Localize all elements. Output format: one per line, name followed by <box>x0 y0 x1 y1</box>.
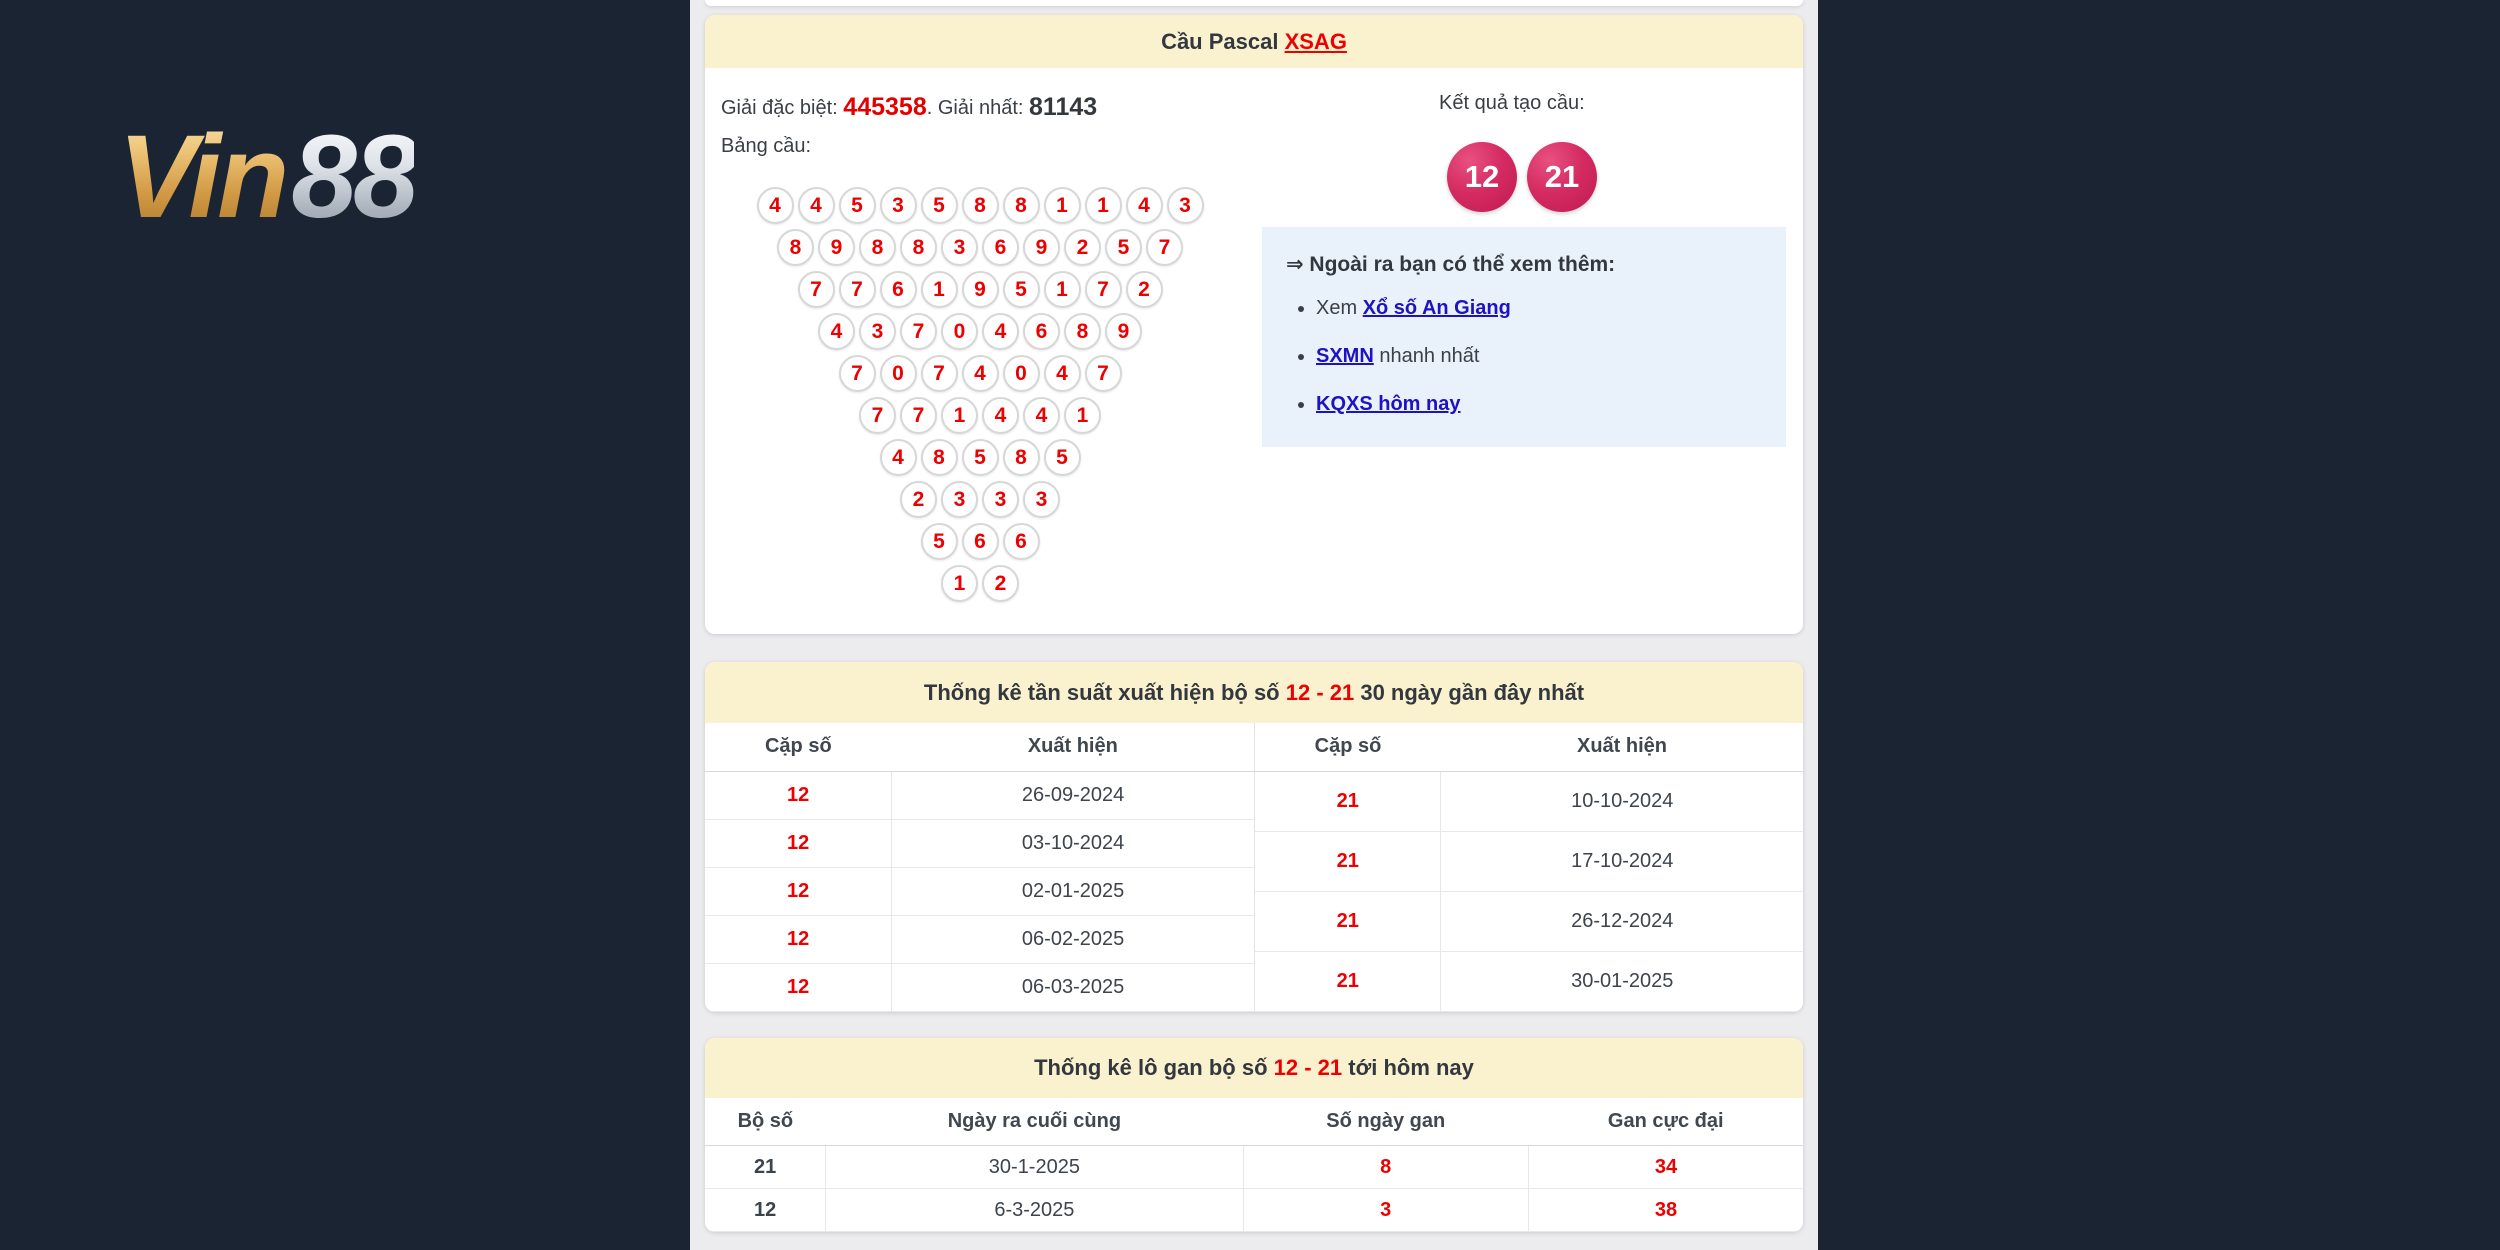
triangle-number: 7 <box>1085 271 1122 308</box>
triangle-number: 3 <box>941 481 978 518</box>
table-row <box>705 819 1254 867</box>
gan-days: 3 <box>1243 1189 1528 1232</box>
result-balls <box>1447 142 1597 212</box>
appearance-date: 30-01-2025 <box>1441 951 1803 1011</box>
triangle-number: 7 <box>1146 229 1183 266</box>
table-row <box>705 867 1254 915</box>
see-more-box <box>1262 227 1786 447</box>
table-header-row <box>705 723 1254 771</box>
triangle-number: 8 <box>900 229 937 266</box>
pair-value: 21 <box>1255 831 1441 891</box>
triangle-number: 6 <box>962 523 999 560</box>
triangle-number: 0 <box>941 313 978 350</box>
pair-value: 12 <box>705 771 892 819</box>
triangle-number: 6 <box>1023 313 1060 350</box>
table-row <box>705 1189 1803 1232</box>
pair-value: 12 <box>705 867 892 915</box>
table-row <box>1255 951 1804 1011</box>
appearance-date: 02-01-2025 <box>892 867 1254 915</box>
vin88-logo <box>118 111 415 243</box>
see-more-item <box>1316 345 1762 368</box>
logo-text-vin: Vin <box>118 111 291 243</box>
see-more-item <box>1316 297 1762 320</box>
first-prize-value: 81143 <box>1029 93 1098 121</box>
triangle-number: 0 <box>1003 355 1040 392</box>
appearance-date: 06-03-2025 <box>892 963 1254 1011</box>
xsag-link[interactable]: XSAG <box>1284 29 1347 54</box>
triangle-number: 5 <box>1044 439 1081 476</box>
triangle-number: 9 <box>1105 313 1142 350</box>
triangle-row <box>705 229 1255 266</box>
triangle-number: 7 <box>859 397 896 434</box>
triangle-number: 0 <box>880 355 917 392</box>
triangle-row <box>705 271 1255 308</box>
pair-value: 21 <box>1255 891 1441 951</box>
triangle-number: 1 <box>941 397 978 434</box>
triangle-number: 5 <box>921 187 958 224</box>
triangle-number: 3 <box>1023 481 1060 518</box>
triangle-number: 5 <box>962 439 999 476</box>
appearance-date: 10-10-2024 <box>1441 771 1803 831</box>
pair-value: 21 <box>1255 771 1441 831</box>
prize-line <box>721 94 1097 121</box>
pascal-triangle <box>705 187 1255 607</box>
triangle-number: 7 <box>900 397 937 434</box>
triangle-number: 4 <box>982 397 1019 434</box>
appearance-date: 26-09-2024 <box>892 771 1254 819</box>
result-label: Kết quả tạo cầu: <box>1439 92 1585 114</box>
set-value: 21 <box>705 1146 826 1189</box>
result-ball-12: 12 <box>1447 142 1517 212</box>
table-row <box>705 915 1254 963</box>
last-date-column-header: Ngày ra cuối cùng <box>826 1098 1243 1146</box>
gan-days: 8 <box>1243 1146 1528 1189</box>
frequency-title-prefix: Thống kê tần suất xuất hiện bộ số <box>923 680 1286 705</box>
table-row <box>705 771 1254 819</box>
frequency-tables <box>705 723 1803 1012</box>
see-more-item-prefix: Xem <box>1316 297 1363 319</box>
appearance-column-header: Xuất hiện <box>892 723 1254 771</box>
content-column <box>690 0 1818 1250</box>
pair-column-header: Cặp số <box>1255 723 1441 771</box>
triangle-row <box>705 313 1255 350</box>
see-more-item <box>1316 393 1762 416</box>
triangle-number: 9 <box>1023 229 1060 266</box>
triangle-number: 5 <box>921 523 958 560</box>
see-more-list <box>1316 297 1762 416</box>
max-gan-column-header: Gan cực đại <box>1528 1098 1803 1146</box>
triangle-number: 4 <box>818 313 855 350</box>
special-prize-value: 445358 <box>843 93 927 121</box>
set-column-header: Bộ số <box>705 1098 826 1146</box>
triangle-number: 7 <box>798 271 835 308</box>
triangle-number: 6 <box>1003 523 1040 560</box>
max-gan: 38 <box>1528 1189 1803 1232</box>
pascal-panel-title <box>705 15 1803 68</box>
triangle-number: 1 <box>921 271 958 308</box>
pair-column-header: Cặp số <box>705 723 892 771</box>
triangle-number: 8 <box>921 439 958 476</box>
frequency-title-pair: 12 - 21 <box>1285 680 1355 705</box>
triangle-number: 1 <box>1064 397 1101 434</box>
gan-title-pair: 12 - 21 <box>1273 1054 1343 1080</box>
triangle-number: 4 <box>1044 355 1081 392</box>
triangle-number: 8 <box>1003 439 1040 476</box>
triangle-row <box>705 481 1255 518</box>
frequency-table-left <box>705 723 1254 1012</box>
triangle-number: 4 <box>962 355 999 392</box>
triangle-number: 4 <box>1126 187 1163 224</box>
triangle-number: 5 <box>1105 229 1142 266</box>
triangle-number: 3 <box>1167 187 1204 224</box>
sxmn-link[interactable]: SXMN <box>1316 345 1374 367</box>
triangle-number: 8 <box>777 229 814 266</box>
see-more-intro: ⇒ Ngoài ra bạn có thể xem thêm: <box>1286 253 1616 276</box>
pascal-title-text: Cầu Pascal <box>1161 29 1285 54</box>
triangle-number: 2 <box>982 565 1019 602</box>
pair-value: 12 <box>705 819 892 867</box>
triangle-number: 3 <box>982 481 1019 518</box>
triangle-number: 7 <box>921 355 958 392</box>
previous-panel-bottom-edge <box>705 0 1803 6</box>
gan-table <box>705 1098 1803 1233</box>
triangle-number: 3 <box>941 229 978 266</box>
appearance-date: 06-02-2025 <box>892 915 1254 963</box>
table-header-row <box>705 1098 1803 1146</box>
appearance-date: 17-10-2024 <box>1441 831 1803 891</box>
triangle-number: 4 <box>982 313 1019 350</box>
gan-title-prefix: Thống kê lô gan bộ số <box>1034 1054 1274 1080</box>
triangle-row <box>705 187 1255 224</box>
triangle-row <box>705 397 1255 434</box>
triangle-number: 8 <box>1003 187 1040 224</box>
triangle-number: 7 <box>900 313 937 350</box>
table-row <box>1255 771 1804 831</box>
gan-title-suffix: tới hôm nay <box>1342 1054 1474 1080</box>
table-row <box>1255 891 1804 951</box>
triangle-number: 4 <box>1023 397 1060 434</box>
triangle-number: 4 <box>880 439 917 476</box>
kqxs-hom-nay-link[interactable]: KQXS hôm nay <box>1316 393 1461 415</box>
triangle-row <box>705 439 1255 476</box>
triangle-number: 1 <box>1085 187 1122 224</box>
gan-panel <box>705 1038 1803 1233</box>
last-date: 30-1-2025 <box>826 1146 1243 1189</box>
triangle-number: 8 <box>859 229 896 266</box>
triangle-number: 5 <box>1003 271 1040 308</box>
xo-so-an-giang-link[interactable]: Xổ số An Giang <box>1362 297 1511 319</box>
triangle-number: 1 <box>1044 187 1081 224</box>
gan-panel-title <box>705 1038 1803 1098</box>
frequency-title-suffix: 30 ngày gần đây nhất <box>1354 680 1585 705</box>
triangle-number: 2 <box>1064 229 1101 266</box>
appearance-date: 03-10-2024 <box>892 819 1254 867</box>
board-label: Bảng cầu: <box>721 135 812 157</box>
triangle-number: 5 <box>839 187 876 224</box>
max-gan: 34 <box>1528 1146 1803 1189</box>
frequency-panel-title <box>705 662 1803 723</box>
triangle-row <box>705 523 1255 560</box>
triangle-number: 3 <box>880 187 917 224</box>
triangle-number: 8 <box>962 187 999 224</box>
logo-text-88: 88 <box>291 111 415 243</box>
triangle-number: 1 <box>1044 271 1081 308</box>
pair-value: 21 <box>1255 951 1441 1011</box>
triangle-number: 7 <box>839 355 876 392</box>
triangle-number: 7 <box>839 271 876 308</box>
table-header-row <box>1255 723 1804 771</box>
triangle-number: 9 <box>818 229 855 266</box>
frequency-table-right <box>1254 723 1803 1012</box>
triangle-number: 2 <box>1126 271 1163 308</box>
triangle-number: 4 <box>757 187 794 224</box>
triangle-number: 9 <box>962 271 999 308</box>
last-date: 6-3-2025 <box>826 1189 1243 1232</box>
triangle-row <box>705 565 1255 602</box>
table-row <box>705 1146 1803 1189</box>
pair-value: 12 <box>705 963 892 1011</box>
gan-days-column-header: Số ngày gan <box>1243 1098 1528 1146</box>
triangle-number: 8 <box>1064 313 1101 350</box>
triangle-number: 6 <box>880 271 917 308</box>
first-prize-label: . Giải nhất: <box>926 97 1030 119</box>
triangle-number: 3 <box>859 313 896 350</box>
appearance-date: 26-12-2024 <box>1441 891 1803 951</box>
triangle-number: 6 <box>982 229 1019 266</box>
triangle-row <box>705 355 1255 392</box>
frequency-panel <box>705 662 1803 1012</box>
triangle-number: 7 <box>1085 355 1122 392</box>
see-more-item-suffix: nhanh nhất <box>1373 345 1480 367</box>
table-row <box>705 963 1254 1011</box>
pascal-bridge-panel <box>705 15 1803 634</box>
result-ball-21: 21 <box>1527 142 1597 212</box>
set-value: 12 <box>705 1189 826 1232</box>
triangle-number: 2 <box>900 481 937 518</box>
appearance-column-header: Xuất hiện <box>1441 723 1803 771</box>
table-row <box>1255 831 1804 891</box>
triangle-number: 1 <box>941 565 978 602</box>
pair-value: 12 <box>705 915 892 963</box>
special-prize-label: Giải đặc biệt: <box>721 97 844 119</box>
triangle-number: 4 <box>798 187 835 224</box>
